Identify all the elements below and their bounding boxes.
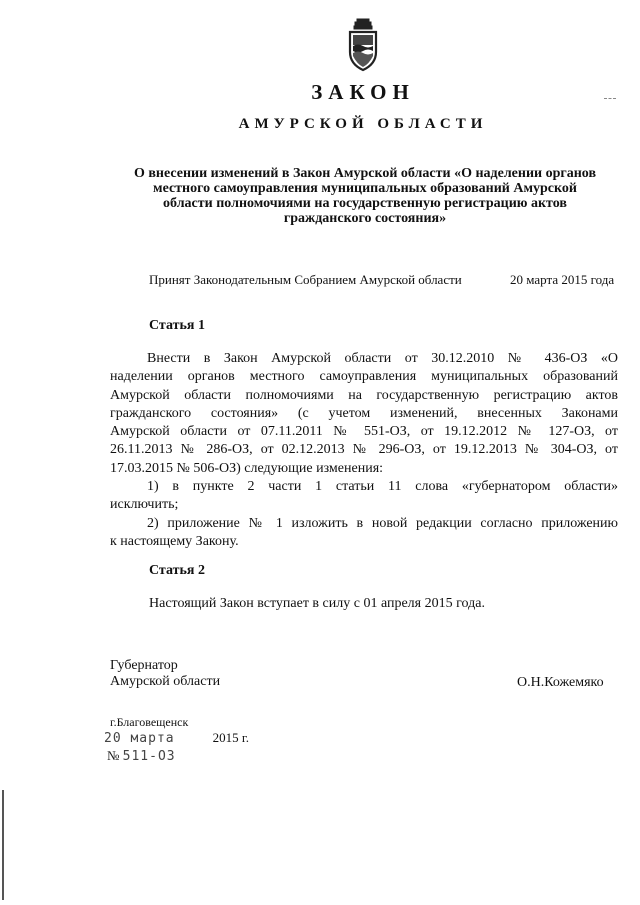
signatory-title-line: Губернатор (110, 658, 178, 673)
article-1-line: исключить; (110, 497, 179, 513)
subject-line: области полномочиями на государственную регистрацию актов (163, 196, 567, 211)
article-1-line: гражданского состояния» (с учетом изменений, внесенных Законами (110, 405, 618, 421)
place-of-signing: г.Благовещенск (110, 715, 189, 729)
law-title: ЗАКОН (311, 80, 415, 104)
signatory-name: О.Н.Кожемяко (517, 675, 604, 690)
subject-line: местного самоуправления муниципальных образований Амурской (153, 181, 577, 196)
law-subject (100, 166, 630, 226)
number-sign: № (107, 748, 120, 763)
scan-artifact-mark (604, 98, 616, 103)
signatory-title (110, 658, 220, 690)
article-1-line: Амурской области от 07.11.2011 № 551-ОЗ, от 19.12.2012 № 127-ОЗ, от (110, 424, 618, 440)
region-title: АМУРСКОЙ ОБЛАСТИ (238, 116, 488, 132)
subject-line: О внесении изменений в Закон Амурской области «О наделении органов (133, 166, 597, 181)
article-1-line: Внести в Закон Амурской области от 30.12.2010 № 436-ОЗ «О (147, 351, 618, 366)
signatory-title-line: Амурской области (110, 674, 221, 689)
adoption-text: Принят Законодательным Собранием Амурской области (149, 272, 462, 287)
article-1-line: к настоящему Закону. (110, 533, 239, 549)
signing-year: 2015 г. (212, 730, 249, 745)
article-1-body (110, 350, 618, 551)
article-1-line: Амурской области полномочиями на государственную регистрацию актов (110, 387, 618, 403)
article-1-line: 2) приложение № 1 изложить в новой редакции согласно приложению (147, 515, 618, 531)
article-1-line: наделении органов местного самоуправления муниципальных образований (110, 369, 618, 385)
coat-of-arms-icon (343, 18, 383, 74)
law-number-value: 511-ОЗ (122, 749, 176, 764)
scan-edge-mark (2, 790, 4, 900)
law-number (107, 748, 176, 764)
signing-date (104, 730, 249, 746)
article-1-line: 26.11.2013 № 286-ОЗ, от 02.12.2013 № 296-ОЗ, от 19.12.2013 № 304-ОЗ, от (110, 442, 618, 458)
article-1-heading: Статья 1 (149, 318, 205, 333)
signing-day-month: 20 марта (104, 731, 175, 746)
article-1-line: 17.03.2015 № 506-ОЗ) следующие изменения: (110, 460, 384, 476)
subject-line: гражданского состояния» (283, 211, 447, 226)
article-2-body: Настоящий Закон вступает в силу с 01 апреля 2015 года. (149, 596, 485, 611)
adoption-date: 20 марта 2015 года (510, 272, 615, 287)
article-2-heading: Статья 2 (149, 563, 205, 578)
article-1-line: 1) в пункте 2 части 1 статьи 11 слова «губернатором области» (147, 479, 618, 495)
